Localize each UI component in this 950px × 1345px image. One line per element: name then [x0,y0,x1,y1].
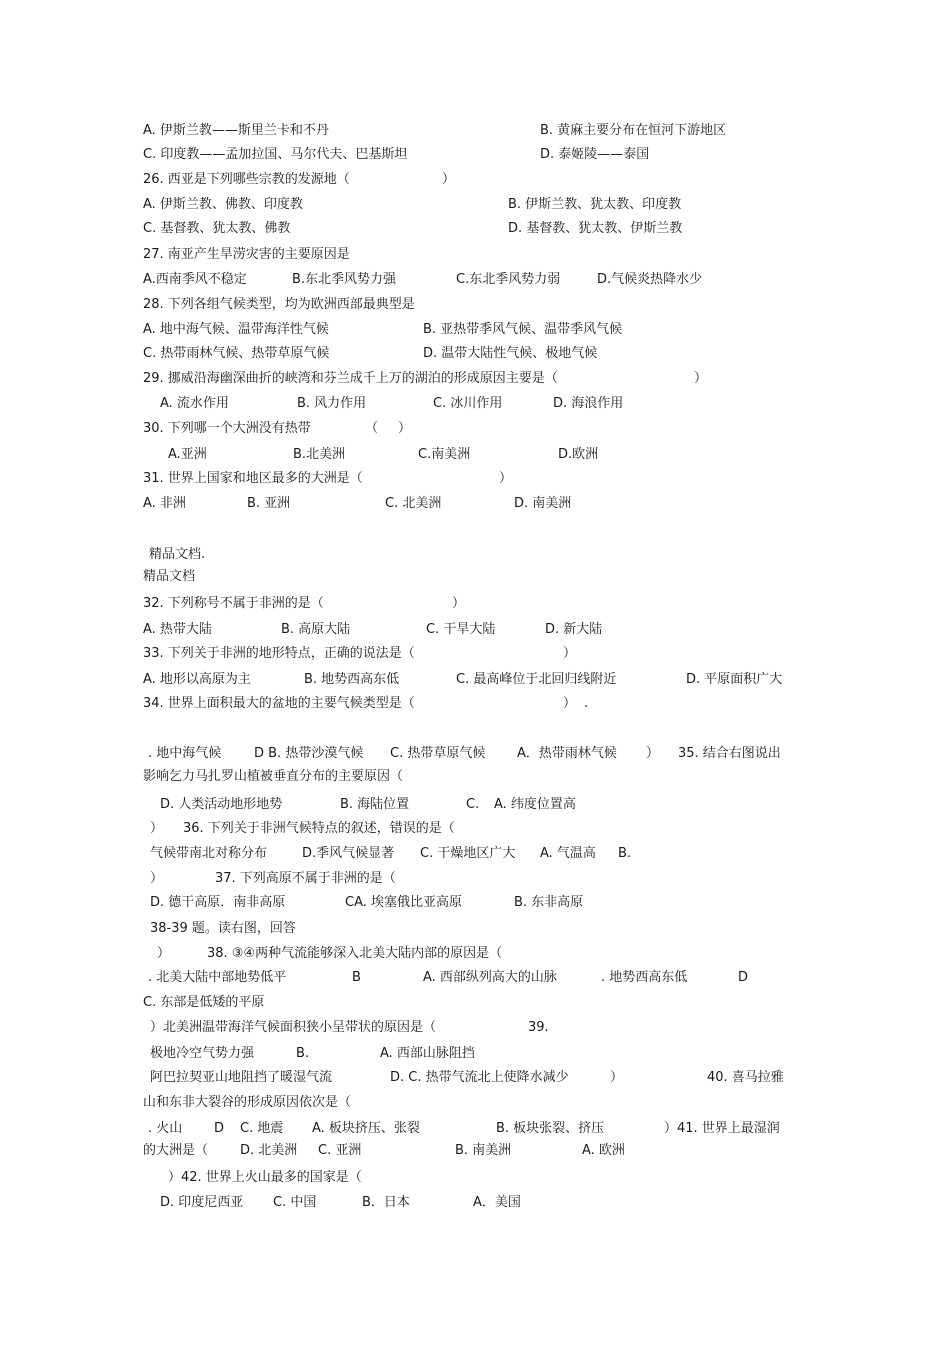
text-segment: 37. 下列高原不属于非洲的是（ [215,871,396,886]
text-segment: ） [452,596,466,611]
text-segment: B. [296,1046,310,1061]
text-segment: D [214,1121,225,1136]
text-segment: D. 人类活动地形地势 [160,797,283,812]
text-segment: ） [646,746,660,761]
text-segment: C. 热带草原气候 [390,746,486,761]
text-segment: 32. 下列称号不属于非洲的是（ [143,596,324,611]
text-segment: 34. 世界上面积最大的盆地的主要气候类型是（ [143,696,415,711]
text-segment: 气候带南北对称分布 [150,846,268,861]
text-segment: 精品文档 [143,569,196,584]
text-segment: 29. 挪威沿海幽深曲折的峡湾和芬兰成千上万的湖泊的形成原因主要是（ [143,371,558,386]
text-segment: CA. 埃塞俄比亚高原 [345,895,463,910]
text-segment: B [352,970,361,985]
text-segment: . 地势西高东低 [601,970,688,985]
text-segment: B. 东非高原 [514,895,584,910]
text-segment: D [738,970,749,985]
text-segment: A．热带雨林气候 [517,746,617,761]
text-segment: C. 地震 [240,1121,284,1136]
text-segment: ） [442,172,456,187]
text-segment: A. 地形以高原为主 [143,672,251,687]
text-segment: ） [563,696,577,711]
text-segment: D.季风气候显著 [302,846,395,861]
text-segment: ） [150,821,164,836]
text-segment: 33. 下列关于非洲的地形特点，正确的说法是（ [143,646,415,661]
text-segment: C. 最高峰位于北回归线附近 [456,672,617,687]
text-segment: B.东北季风势力强 [292,272,397,287]
text-segment: 山和东非大裂谷的形成原因依次是（ [143,1095,352,1110]
text-segment: 27. 南亚产生旱涝灾害的主要原因是 [143,247,350,262]
text-segment: D. 海浪作用 [553,396,624,411]
text-segment: B. 海陆位置 [340,797,410,812]
text-segment: . 北美大陆中部地势低平 [148,970,287,985]
text-segment: 的大洲是（ [143,1143,209,1158]
text-segment: C. 中国 [273,1195,317,1210]
text-segment: C.东北季风势力弱 [456,272,561,287]
text-segment: A. 气温高 [540,846,596,861]
text-segment: D B. 热带沙漠气候 [254,746,364,761]
text-segment: 30. 下列哪一个大洲没有热带 [143,421,311,436]
text-segment: ） [398,421,412,436]
text-segment: A.西南季风不稳定 [143,272,247,287]
text-segment: ） [563,646,577,661]
text-segment: D. 基督教、犹太教、伊斯兰教 [508,221,683,236]
text-segment: B. 风力作用 [297,396,367,411]
text-segment: 26. 西亚是下列哪些宗教的发源地（ [143,172,350,187]
text-segment: ） [499,471,513,486]
text-segment: . 地中海气候 [148,746,222,761]
text-segment: C. 干燥地区广大 [420,846,516,861]
text-segment: B. 板块张裂、挤压 [496,1121,605,1136]
text-segment: A. 热带大陆 [143,622,212,637]
text-segment: D. 温带大陆性气候、极地气候 [423,346,598,361]
text-segment: D. 北美洲 [240,1143,298,1158]
text-segment: B. 亚热带季风气候、温带季风气候 [423,322,623,337]
text-segment: A. 纬度位置高 [494,797,576,812]
text-segment: C.南美洲 [418,447,471,462]
text-segment: C. [466,797,480,812]
text-segment: . 火山 [148,1121,183,1136]
text-segment: A.亚洲 [168,447,207,462]
text-segment: 39. [528,1020,549,1035]
text-segment: 31. 世界上国家和地区最多的大洲是（ [143,471,363,486]
text-segment: D. 南美洲 [514,496,572,511]
text-segment: A. 西部山脉阻挡 [380,1046,475,1061]
text-segment: D. C. 热带气流北上使降水减少 [390,1070,569,1085]
text-segment: B. 地势西高东低 [304,672,400,687]
text-segment: D.气候炎热降水少 [597,272,703,287]
text-segment: C. 冰川作用 [433,396,503,411]
text-segment: B. [618,846,632,861]
text-segment: ）41. 世界上最湿润 [664,1121,780,1136]
text-segment: C. 印度教——孟加拉国、马尔代夫、巴基斯坦 [143,147,408,162]
text-segment: D. 德干高原．南非高原 [150,895,286,910]
text-segment: 36. 下列关于非洲气候特点的叙述，错误的是（ [183,821,455,836]
text-segment: 极地冷空气势力强 [150,1046,255,1061]
text-segment: D.欧洲 [558,447,599,462]
text-segment: （ [365,421,379,436]
text-segment: D. 平原面积广大 [686,672,783,687]
text-segment: D. 泰姬陵——泰国 [540,147,650,162]
text-segment: ） [694,371,708,386]
text-segment: D. 印度尼西亚 [160,1195,244,1210]
text-segment: ） [610,1070,624,1085]
text-segment: A. 伊斯兰教——斯里兰卡和不丹 [143,123,329,138]
text-segment: B. 南美洲 [455,1143,512,1158]
text-segment: A. 西部纵列高大的山脉 [423,970,557,985]
text-segment: C. 北美洲 [385,496,442,511]
text-segment: 影响乞力马扎罗山植被垂直分布的主要原因（ [143,769,404,784]
text-segment: 精品文档. [149,547,206,562]
text-segment: ）42. 世界上火山最多的国家是（ [168,1170,362,1185]
text-segment: C. 热带雨林气候、热带草原气候 [143,346,330,361]
text-segment: B. 黄麻主要分布在恒河下游地区 [540,123,727,138]
text-segment: B.北美洲 [293,447,346,462]
text-segment: C. 基督教、犹太教、佛教 [143,221,291,236]
text-segment: B．日本 [362,1195,410,1210]
text-segment: C. 东部是低矮的平原 [143,995,265,1010]
text-segment: 38-39 题。读右图，回答 [150,921,296,936]
text-segment: B. 伊斯兰教、犹太教、印度教 [508,197,682,212]
text-segment: A．美国 [473,1195,521,1210]
text-segment: A. 伊斯兰教、佛教、印度教 [143,197,303,212]
text-segment: D. 新大陆 [545,622,603,637]
text-segment: A. 板块挤压、张裂 [312,1121,420,1136]
text-segment: 阿巴拉契亚山地阻挡了暖湿气流 [150,1070,333,1085]
text-segment: . [584,696,589,711]
text-segment: A. 非洲 [143,496,186,511]
text-segment: A. 流水作用 [160,396,229,411]
text-segment: 28. 下列各组气候类型，均为欧洲西部最典型是 [143,297,415,312]
text-segment: ） [150,871,164,886]
text-segment: ）北美洲温带海洋气候面积狭小呈带状的原因是（ [150,1020,437,1035]
text-segment: 35. 结合右图说出 [678,746,781,761]
text-segment: 38. ③④两种气流能够深入北美大陆内部的原因是（ [207,946,503,961]
text-segment: A. 地中海气候、温带海洋性气候 [143,322,329,337]
text-segment: B. 高原大陆 [281,622,351,637]
text-segment: ） [157,946,171,961]
text-segment: B. 亚洲 [247,496,291,511]
text-segment: C. 亚洲 [318,1143,362,1158]
text-segment: A. 欧洲 [582,1143,625,1158]
text-segment: C. 干旱大陆 [426,622,496,637]
text-segment: 40. 喜马拉雅 [707,1070,784,1085]
